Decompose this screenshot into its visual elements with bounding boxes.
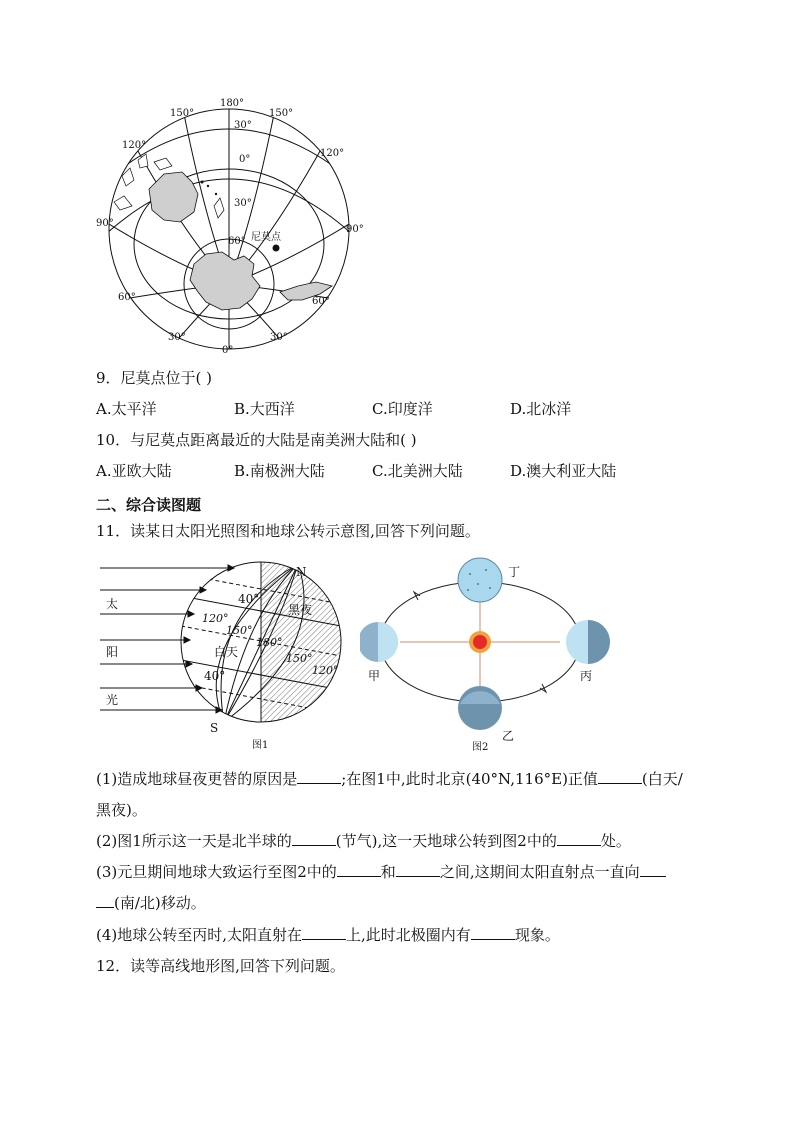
q9-option-b[interactable]: B.大西洋: [234, 400, 295, 418]
lon-180-label: 180°: [219, 98, 245, 109]
q11-sub4: (4)地球公转至丙时,太阳直射在 上,此时北极圈内有 现象。: [96, 926, 560, 944]
answer-blank[interactable]: [557, 831, 601, 846]
night-label: 黑夜: [288, 603, 313, 617]
q11-sub3: (3)元旦期间地球大致运行至图2中的 和 之间,这期间太阳直射点一直向: [96, 861, 666, 882]
earth-ding-icon: [458, 558, 502, 602]
q10-option-b[interactable]: B.南极洲大陆: [234, 462, 325, 480]
q9-stem: 9．尼莫点位于( ): [96, 369, 213, 387]
lat-30-label: 30°: [234, 198, 252, 209]
q11-sub2: (2)图1所示这一天是北半球的 (节气),这一天地球公转到图2中的 处。: [96, 832, 631, 850]
answer-blank[interactable]: [471, 925, 515, 940]
q9-option-a[interactable]: A.太平洋: [96, 400, 157, 418]
lat40-bottom-label: 40°: [204, 669, 226, 683]
q11-sub1-cont: 黑夜)。: [96, 801, 147, 819]
lon-90-left-label: 90°: [96, 218, 114, 229]
point-nemo-marker: [273, 245, 280, 252]
position-yi-label: 乙: [502, 729, 515, 743]
q9-option-d[interactable]: D.北冰洋: [510, 400, 572, 418]
lon120-left-label: 120°: [202, 612, 229, 625]
answer-blank[interactable]: [297, 769, 341, 784]
q11-sub1: (1)造成地球昼夜更替的原因是 ;在图1中,此时北京(40°N,116°E)正值 (白天/: [96, 770, 683, 788]
position-ding-label: 丁: [508, 565, 521, 579]
answer-blank[interactable]: [396, 862, 440, 877]
answer-blank[interactable]: [96, 893, 114, 908]
earth-revolution-figure: [360, 550, 624, 754]
south-pole-label: S: [210, 721, 219, 735]
earth-bing-icon: [566, 620, 610, 664]
q9-option-c[interactable]: C.印度洋: [372, 400, 433, 418]
lat-60-label: 60°: [228, 236, 246, 247]
lon-120-left-label: 120°: [122, 140, 147, 151]
answer-blank[interactable]: [337, 862, 381, 877]
day-label: 白天: [214, 645, 239, 659]
q10-option-d[interactable]: D.澳大利亚大陆: [510, 462, 617, 480]
lon-30-right-label: 30°: [270, 332, 288, 343]
lon-120-right-label: 120°: [320, 148, 345, 159]
lon-90-right-label: 90°: [346, 224, 364, 235]
earth-jia-icon: [360, 622, 398, 662]
lon150-right-label: 150°: [286, 652, 313, 665]
lat-0-label: 0°: [239, 154, 251, 165]
fig2-caption: 图2: [472, 742, 489, 753]
answer-blank[interactable]: [640, 862, 666, 877]
lat40-top-label: 40°: [238, 592, 260, 606]
sun-char-1: 太: [106, 597, 119, 611]
position-bing-label: 丙: [580, 669, 593, 683]
answer-blank[interactable]: [292, 831, 336, 846]
lon-30-left-label: 30°: [168, 332, 186, 343]
q11-stem: 11．读某日太阳光照图和地球公转示意图,回答下列问题。: [96, 522, 480, 540]
lon-150-left-label: 150°: [170, 108, 195, 119]
q11-sub3-cont: (南/北)移动。: [96, 892, 206, 913]
lon180-label: 180°: [256, 636, 283, 649]
sunlight-illumination-figure: [96, 556, 350, 754]
sun-char-3: 光: [106, 693, 119, 707]
lat-30-top-label: 30°: [234, 120, 252, 131]
lon-150-right-label: 150°: [269, 108, 294, 119]
lon-0-label: 0°: [222, 345, 234, 356]
q10-stem: 10．与尼莫点距离最近的大陆是南美洲大陆和( ): [96, 431, 417, 449]
q10-option-a[interactable]: A.亚欧大陆: [96, 462, 172, 480]
q10-option-c[interactable]: C.北美洲大陆: [372, 462, 463, 480]
q12-stem: 12．读等高线地形图,回答下列问题。: [96, 957, 345, 975]
section-title: 二、综合读图题: [96, 496, 202, 514]
lon120-right-label: 120°: [312, 664, 339, 677]
lon-60-right-label: 60°: [312, 296, 330, 307]
lon150-left-label: 150°: [226, 624, 253, 637]
answer-blank[interactable]: [302, 925, 346, 940]
fig1-caption: 图1: [252, 740, 269, 751]
earth-yi-icon: [458, 686, 502, 730]
lon-60-left-label: 60°: [118, 292, 136, 303]
globe-map-figure: [94, 94, 364, 358]
answer-blank[interactable]: [598, 769, 642, 784]
position-jia-label: 甲: [368, 669, 381, 683]
north-pole-label: N: [296, 565, 307, 579]
sun-char-2: 阳: [106, 645, 119, 659]
point-nemo-label: 尼莫点: [251, 232, 281, 243]
